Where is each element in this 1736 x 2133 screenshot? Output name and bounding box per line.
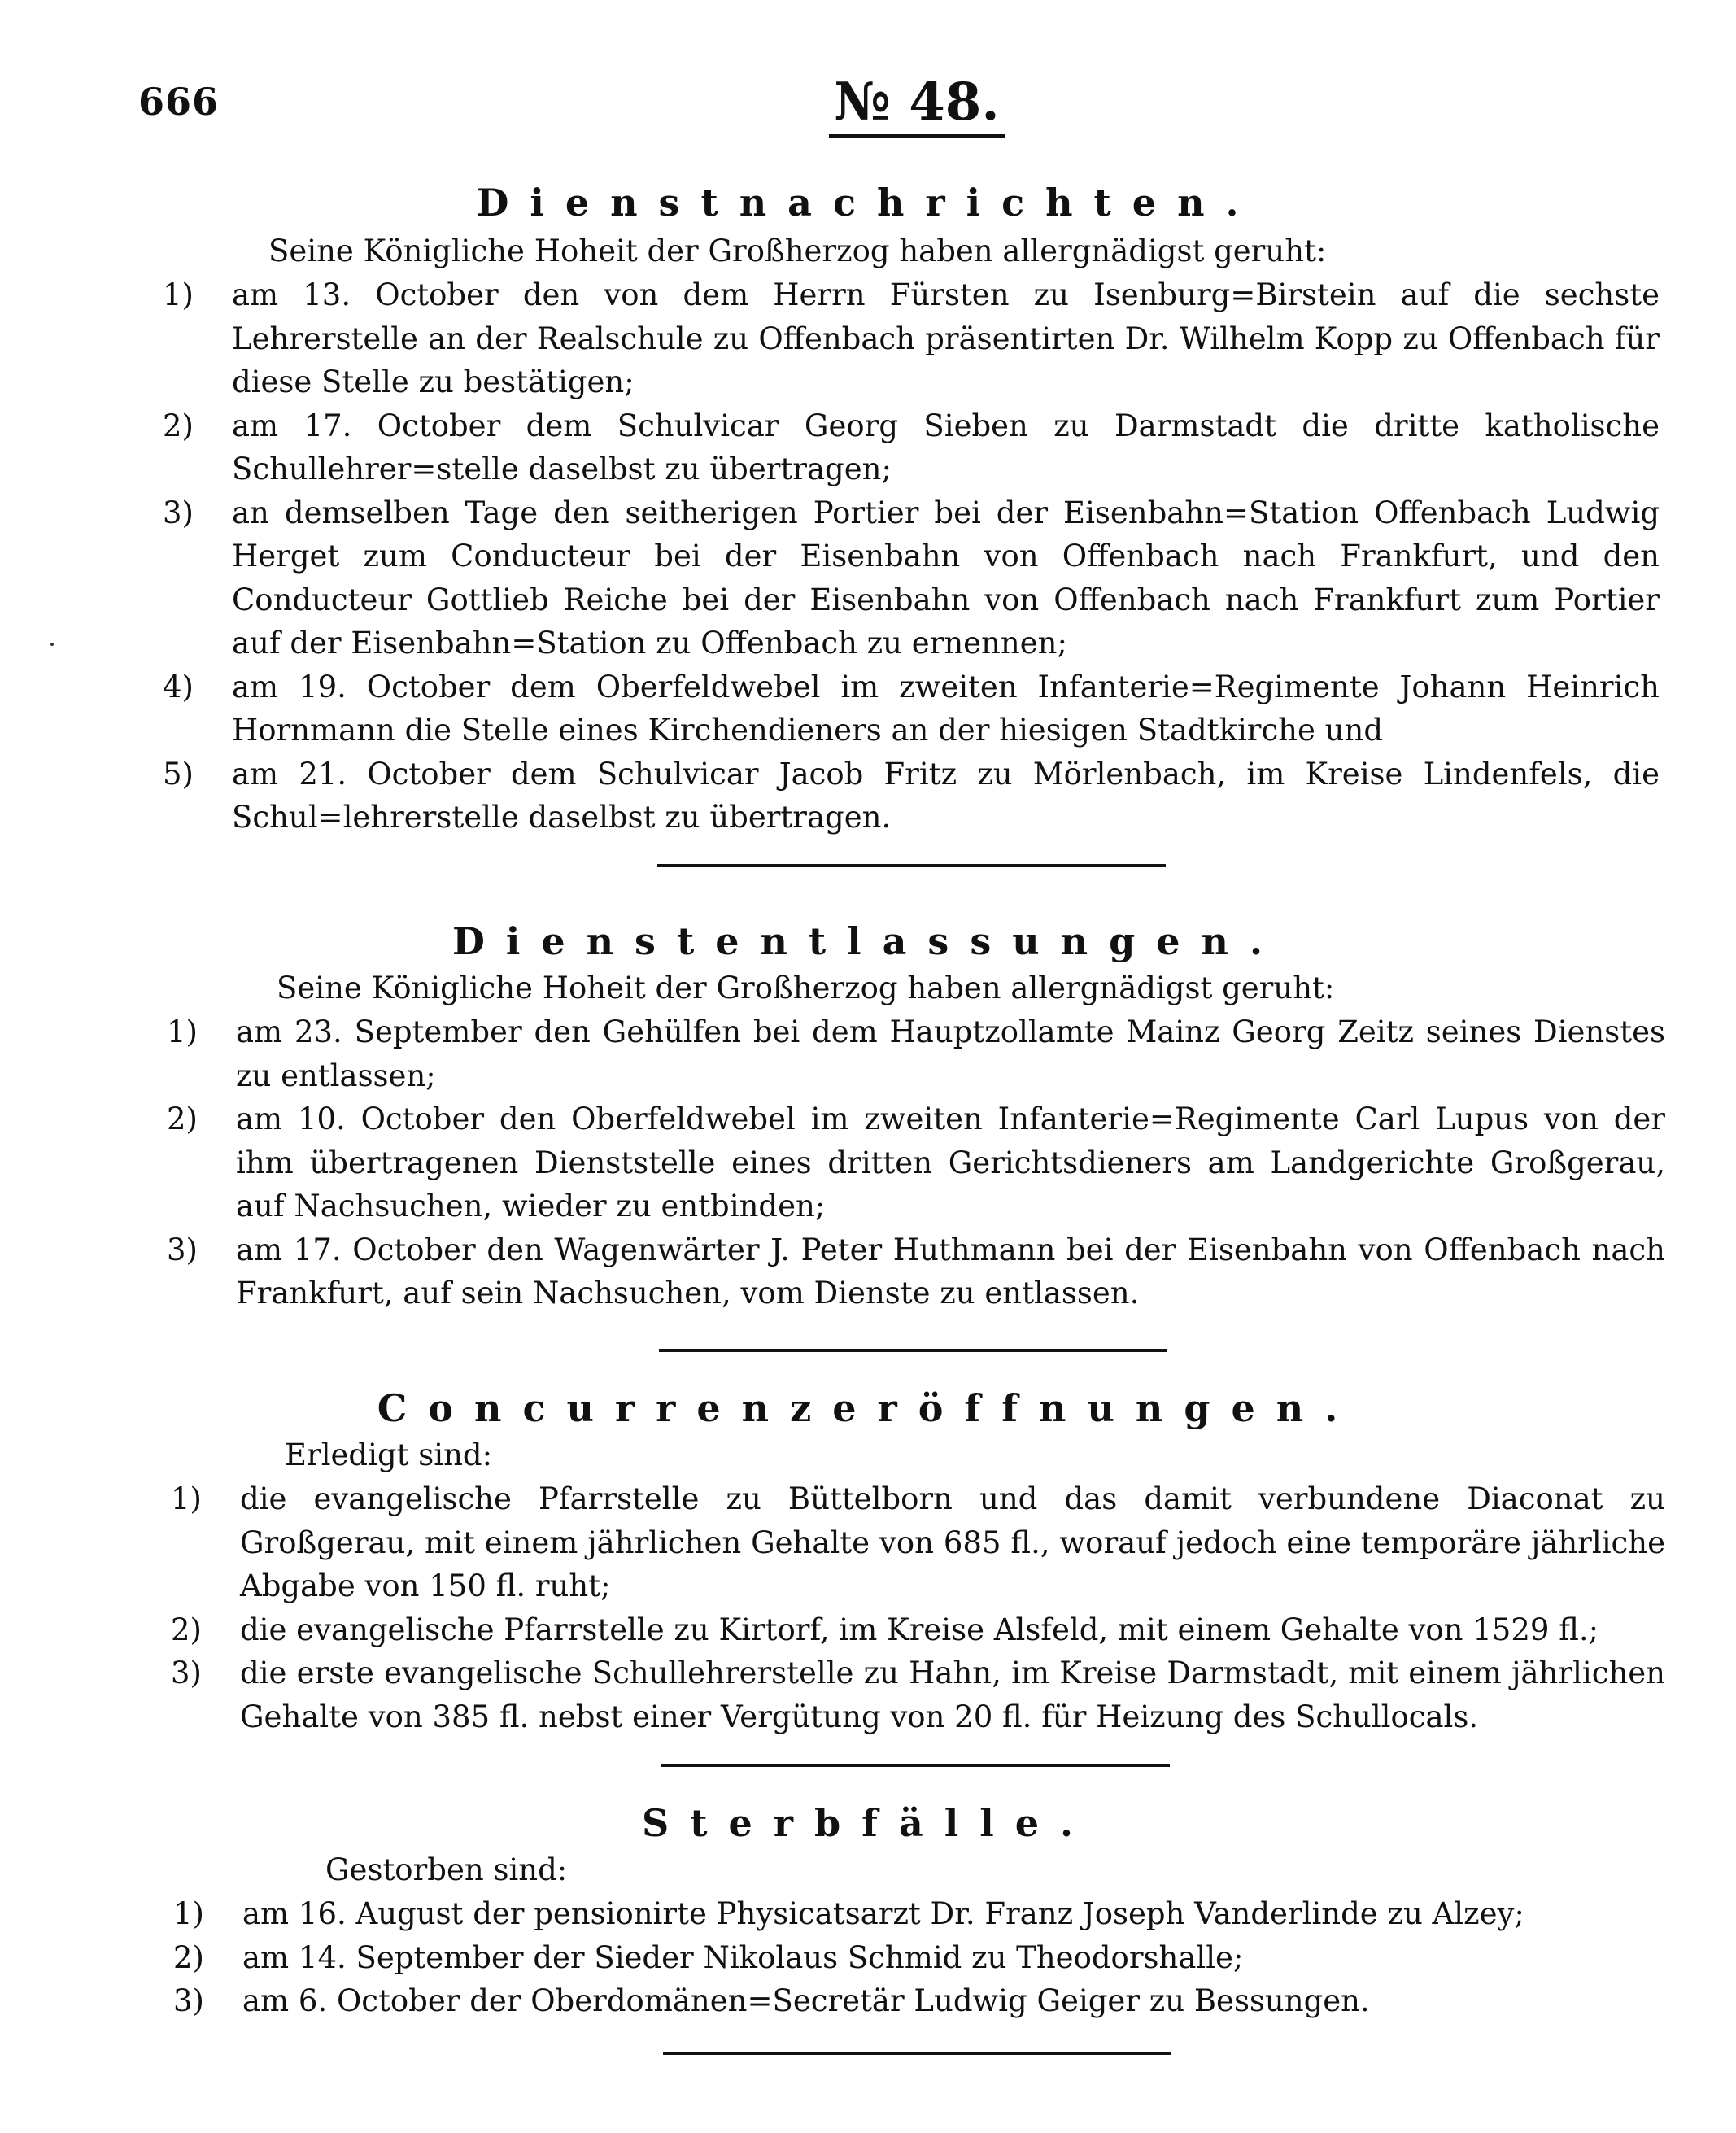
list-item xyxy=(163,491,1660,665)
entry-text: am 14. September der Sieder Nikolaus Schmid zu Theodorshalle; xyxy=(242,1939,1244,1975)
list-item xyxy=(173,1936,1666,1980)
entry-text: am 17. October den Wagenwärter J. Peter Huthmann bei der Eisenbahn von Offenbach nach Frankfurt, auf sein Nachsuchen, vom Dienste zu entlassen. xyxy=(236,1232,1665,1311)
entry-text: am 13. October den von dem Herrn Fürsten zu Isenburg=Birstein auf die sechste Lehrerstelle an der Realschule zu Offenbach präsentirten Dr. Wilhelm Kopp zu Offenbach für diese Stelle zu bestätigen; xyxy=(232,277,1660,399)
entry-number: 4) xyxy=(163,669,194,704)
section-divider xyxy=(661,1764,1170,1767)
entry-text: am 16. August der pensionirte Physicatsarzt Dr. Franz Joseph Vanderlinde zu Alzey; xyxy=(242,1896,1524,1931)
entry-number: 3) xyxy=(163,495,194,530)
issue-number-header xyxy=(0,72,1736,133)
section-title: Dienstentlassungen. xyxy=(451,919,1285,963)
section-dienstentlassungen xyxy=(0,916,1736,1315)
entry-text: am 21. October dem Schulvicar Jacob Fritz zu Mörlenbach, im Kreise Lindenfels, die Schul=lehrerstelle daselbst zu übertragen. xyxy=(232,756,1660,835)
entry-text: die erste evangelische Schullehrerstelle zu Hahn, im Kreise Darmstadt, mit einem jährlichen Gehalte von 385 fl. nebst einer Vergütung von 20 fl. für Heizung des Schullocals. xyxy=(240,1655,1665,1734)
entry-number: 3) xyxy=(173,1983,204,2018)
entry-number: 1) xyxy=(167,1014,198,1049)
list-item xyxy=(167,1097,1665,1228)
entry-number: 2) xyxy=(173,1939,204,1975)
entry-number: 5) xyxy=(163,756,194,792)
list-item xyxy=(163,404,1660,491)
entry-number: 3) xyxy=(167,1232,198,1267)
list-item xyxy=(163,665,1660,752)
entry-text: die evangelische Pfarrstelle zu Kirtorf, im Kreise Alsfeld, mit einem Gehalte von 1529 fl.; xyxy=(240,1612,1599,1647)
entry-text: am 19. October dem Oberfeldwebel im zweiten Infanterie=Regimente Johann Heinrich Hornmann die Stelle eines Kirchendieners an der hiesigen Stadtkirche und xyxy=(232,669,1660,748)
list-item xyxy=(171,1608,1665,1652)
list-item xyxy=(173,1892,1666,1936)
entry-text: am 6. October der Oberdomänen=Secretär Ludwig Geiger zu Bessungen. xyxy=(242,1983,1370,2018)
section-divider xyxy=(659,1349,1167,1352)
section-divider xyxy=(663,2052,1171,2055)
section-sterbfaelle xyxy=(0,1798,1736,2023)
section-intro: Seine Königliche Hoheit der Großherzog haben allergnädigst geruht: xyxy=(268,233,1327,268)
entry-number: 1) xyxy=(163,277,194,312)
entry-list xyxy=(167,1010,1665,1315)
section-intro: Erledigt sind: xyxy=(285,1437,493,1472)
list-item xyxy=(167,1228,1665,1315)
list-item xyxy=(171,1651,1665,1738)
entry-text: an demselben Tage den seitherigen Portier bei der Eisenbahn=Station Offenbach Ludwig Herget zum Conducteur bei der Eisenbahn von Offenbach nach Frankfurt, und den Conducteur Gottlieb Reiche bei der Eisenbahn von Offenbach nach Frankfurt zum Portier auf der Eisenbahn=Station zu Offenbach zu ernennen; xyxy=(232,495,1660,661)
section-title: Concurrenzeröffnungen. xyxy=(377,1386,1359,1430)
list-item xyxy=(167,1010,1665,1097)
entry-number: 2) xyxy=(167,1101,198,1136)
entry-text: die evangelische Pfarrstelle zu Büttelborn und das damit verbundene Diaconat zu Großgerau, mit einem jährlichen Gehalte von 685 fl., worauf jedoch eine temporäre jährliche Abgabe von 150 fl. ruht; xyxy=(240,1481,1665,1603)
entry-number: 3) xyxy=(171,1655,202,1690)
issue-number: № 48. xyxy=(829,72,1004,138)
list-item xyxy=(171,1477,1665,1608)
entry-number: 2) xyxy=(171,1612,202,1647)
entry-number: 1) xyxy=(173,1896,204,1931)
section-dienstnachrichten xyxy=(0,177,1736,840)
entry-text: am 10. October den Oberfeldwebel im zweiten Infanterie=Regimente Carl Lupus von der ihm übertragenen Dienststelle eines dritten Gerichtsdieners am Landgerichte Großgerau, auf Nachsuchen, wieder zu entbinden; xyxy=(236,1101,1665,1224)
section-title: Sterbfälle. xyxy=(642,1801,1094,1845)
section-concurrenzeroeffnungen xyxy=(0,1383,1736,1738)
section-intro: Gestorben sind: xyxy=(325,1852,568,1887)
section-intro: Seine Königliche Hoheit der Großherzog haben allergnädigst geruht: xyxy=(277,971,1335,1005)
page-number: 666 xyxy=(138,80,220,124)
entry-list xyxy=(173,1892,1666,2023)
entry-text: am 17. October dem Schulvicar Georg Sieben zu Darmstadt die dritte katholische Schullehrer=stelle daselbst zu übertragen; xyxy=(232,408,1660,486)
entry-list xyxy=(171,1477,1665,1738)
entry-text: am 23. September den Gehülfen bei dem Hauptzollamte Mainz Georg Zeitz seines Dienstes zu entlassen; xyxy=(236,1014,1665,1093)
entry-number: 2) xyxy=(163,408,194,443)
list-item xyxy=(163,273,1660,404)
list-item xyxy=(163,752,1660,840)
section-divider xyxy=(657,864,1166,867)
entry-number: 1) xyxy=(171,1481,202,1516)
section-title: Dienstnachrichten. xyxy=(476,181,1260,225)
entry-list xyxy=(163,273,1660,840)
list-item xyxy=(173,1979,1666,2023)
